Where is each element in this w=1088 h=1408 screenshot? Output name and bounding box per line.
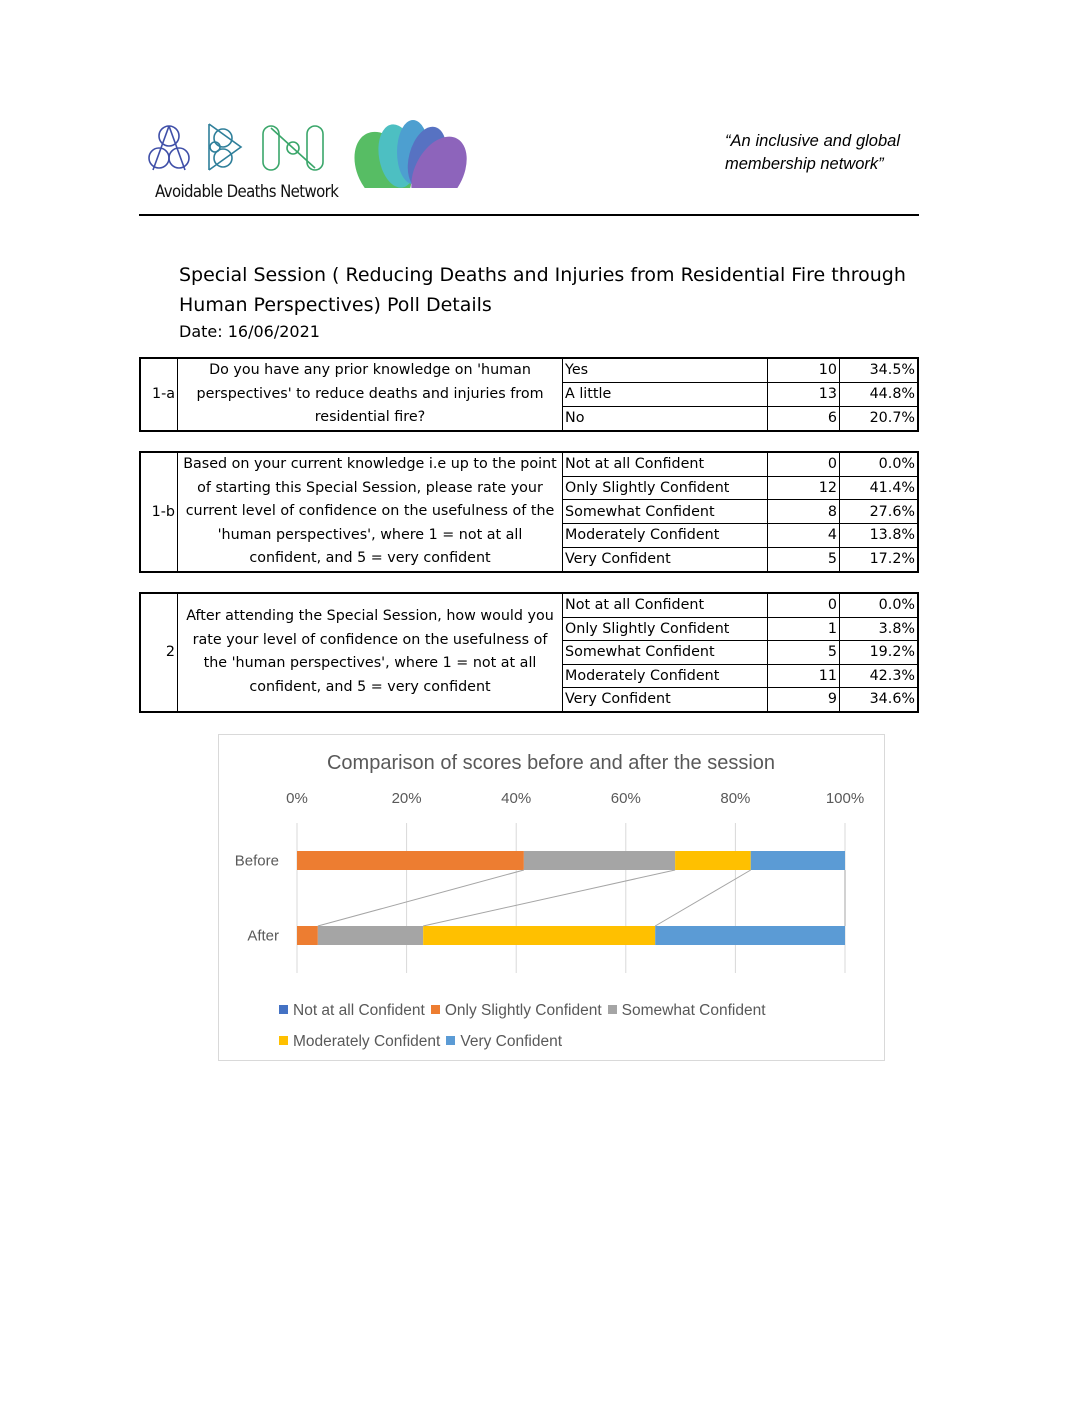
answer-percent: 34.6% (840, 688, 919, 712)
series-line (423, 870, 675, 926)
answer-count: 0 (768, 452, 840, 476)
legend-swatch (279, 1005, 288, 1014)
chart-title: Comparison of scores before and after the session (326, 752, 776, 774)
answer-option: Not at all Confident (563, 593, 768, 617)
answer-option: Moderately Confident (563, 664, 768, 688)
table-row (140, 452, 918, 476)
legend-swatch (279, 1036, 288, 1045)
legend-item (608, 995, 766, 1026)
answer-count: 10 (768, 358, 840, 382)
question-text: Do you have any prior knowledge on 'human perspectives' to reduce deaths and injuries from residential fire? (178, 358, 563, 431)
answer-count: 11 (768, 664, 840, 688)
series-line (318, 870, 524, 926)
answer-option: A little (563, 382, 768, 406)
answer-option: No (563, 406, 768, 430)
poll-table-2 (139, 592, 919, 713)
legend-item (431, 995, 602, 1026)
answer-count: 12 (768, 476, 840, 500)
answer-option: Only Slightly Confident (563, 476, 768, 500)
bar-segment (297, 926, 318, 945)
answer-count: 1 (768, 617, 840, 641)
bar-segment (318, 926, 423, 945)
answer-count: 6 (768, 406, 840, 430)
series-line (655, 870, 751, 926)
bar-segment (524, 851, 675, 870)
answer-percent: 44.8% (840, 382, 919, 406)
legend-item (279, 995, 425, 1026)
x-tick-label: 20% (391, 790, 422, 807)
answer-count: 4 (768, 524, 840, 548)
question-id: 2 (140, 593, 178, 712)
bar-segment (751, 851, 845, 870)
answer-option: Somewhat Confident (563, 641, 768, 665)
answer-percent: 42.3% (840, 664, 919, 688)
adn-logo-icon (145, 118, 475, 188)
page-header (139, 112, 919, 216)
page-title: Special Session ( Reducing Deaths and Injuries from Residential Fire through Human Perspectives) Poll Details (179, 264, 906, 316)
legend-label: Very Confident (460, 1033, 563, 1050)
answer-option: Very Confident (563, 547, 768, 571)
legend-label: Not at all Confident (293, 1002, 425, 1019)
legend-swatch (431, 1005, 440, 1014)
comparison-chart (218, 734, 885, 1061)
answer-percent: 41.4% (840, 476, 919, 500)
x-tick-label: 40% (501, 790, 532, 807)
answer-percent: 3.8% (840, 617, 919, 641)
question-id: 1-a (140, 358, 178, 431)
question-text: After attending the Special Session, how would you rate your level of confidence on the usefulness of the 'human perspectives', where 1 = not at all confident, and 5 = very confident (178, 593, 563, 712)
answer-count: 8 (768, 500, 840, 524)
legend-swatch (608, 1005, 617, 1014)
legend-label: Somewhat Confident (621, 1002, 766, 1019)
x-tick-label: 60% (610, 790, 641, 807)
org-name: Avoidable Deaths Network (155, 182, 339, 202)
table-row (140, 593, 918, 617)
x-tick-label: 80% (720, 790, 751, 807)
session-date: Date: 16/06/2021 (179, 322, 320, 341)
answer-percent: 20.7% (840, 406, 919, 430)
x-tick-label: 0% (286, 790, 308, 807)
answer-count: 5 (768, 641, 840, 665)
answer-count: 5 (768, 547, 840, 571)
adn-logo (145, 118, 475, 210)
answer-percent: 27.6% (840, 500, 919, 524)
answer-option: Not at all Confident (563, 452, 768, 476)
legend-swatch (446, 1036, 455, 1045)
poll-table-1b (139, 451, 919, 573)
bar-segment (297, 851, 524, 870)
poll-table-1a (139, 357, 919, 432)
answer-option: Somewhat Confident (563, 500, 768, 524)
answer-percent: 13.8% (840, 524, 919, 548)
answer-percent: 0.0% (840, 593, 919, 617)
answer-count: 9 (768, 688, 840, 712)
answer-option: Yes (563, 358, 768, 382)
x-tick-label: 100% (825, 790, 865, 807)
legend-item (446, 1026, 562, 1057)
answer-percent: 0.0% (840, 452, 919, 476)
question-text: Based on your current knowledge i.e up to the point of starting this Special Session, please rate your current level of confidence on the usefulness of the 'human perspectives', where 1 = not at all confident, and 5 = very confident (178, 452, 563, 572)
chart-legend (279, 995, 859, 1057)
answer-percent: 17.2% (840, 547, 919, 571)
legend-label: Moderately Confident (293, 1033, 441, 1050)
answer-percent: 19.2% (840, 641, 919, 665)
answer-percent: 34.5% (840, 358, 919, 382)
answer-option: Only Slightly Confident (563, 617, 768, 641)
legend-label: Only Slightly Confident (444, 1002, 602, 1019)
bar-segment (655, 926, 845, 945)
category-label: After (247, 927, 279, 945)
tagline: “An inclusive and global membership network” (725, 132, 900, 173)
answer-count: 0 (768, 593, 840, 617)
question-id: 1-b (140, 452, 178, 572)
answer-count: 13 (768, 382, 840, 406)
bar-segment (423, 926, 655, 945)
bar-segment (675, 851, 751, 870)
answer-option: Very Confident (563, 688, 768, 712)
answer-option: Moderately Confident (563, 524, 768, 548)
category-label: Before (234, 852, 279, 870)
legend-item (279, 1026, 440, 1057)
table-row (140, 358, 918, 382)
